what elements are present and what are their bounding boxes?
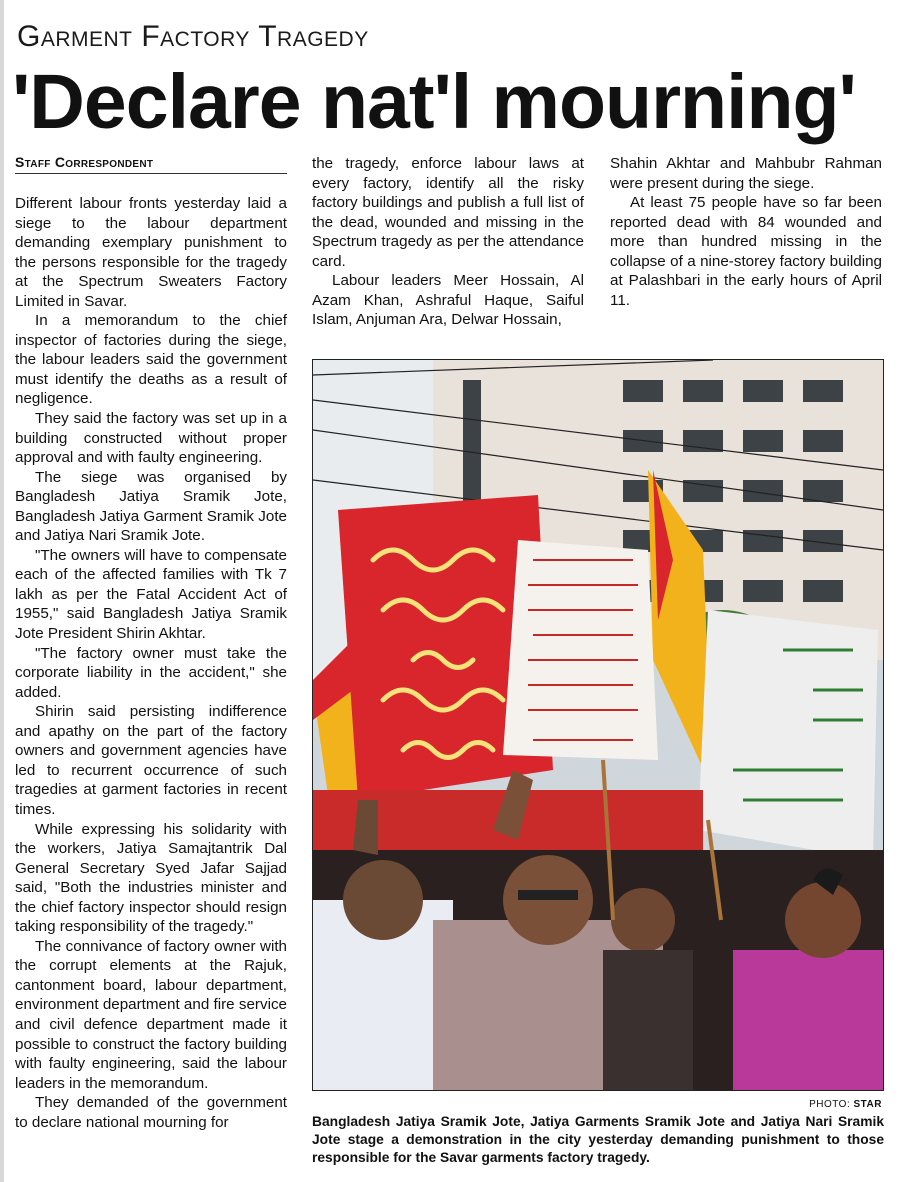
paragraph: While expressing his solidarity with the workers, Jatiya Samajtantrik Dal General Secretary Syed Jafar Sajjad said, "Both the industries minister and the chief factory inspector should resign taking responsibility of the tragedy." [15, 820, 287, 936]
paragraph: "The factory owner must take the corporate liability in the accident," she added. [15, 644, 287, 701]
paragraph: Shirin said persisting indifference and apathy on the part of the factory owners and government agencies have led to recurrent occurrence of such tragedies at garment factories in recent times. [15, 703, 287, 818]
headline: 'Declare nat'l mourning' [12, 59, 856, 145]
section-kicker: Garment Factory Tragedy [17, 20, 369, 53]
paragraph: Shahin Akhtar and Mahbubr Rahman were present during the siege. [610, 155, 882, 192]
paragraph: Different labour fronts yesterday laid a siege to the labour department demanding exemplary punishment to the persons responsible for the tragedy at the Spectrum Sweaters Factory Limited in Savar. [15, 195, 287, 310]
page-edge [0, 0, 4, 1182]
photo-caption: Bangladesh Jatiya Sramik Jote, Jatiya Garments Sramik Jote and Jatiya Nari Sramik Jote stage a demonstration in the city yesterday demanding punishment to those responsible for the Savar garments factory tragedy. [312, 1114, 884, 1165]
photo-credit-label: PHOTO: [809, 1099, 854, 1110]
article-column-1 [15, 194, 287, 1132]
paragraph: The siege was organised by Bangladesh Jatiya Sramik Jote, Bangladesh Jatiya Garment Sramik Jote and Jatiya Nari Sramik Jote. [15, 468, 287, 545]
paragraph: In a memorandum to the chief inspector of factories during the siege, the labour leaders said the government must identify the deaths as a result of negligence. [15, 312, 287, 408]
photo-credit [312, 1099, 882, 1110]
photo-credit-source: STAR [853, 1099, 882, 1110]
paragraph: The connivance of factory owner with the corrupt elements at the Rajuk, cantonment board, labour department, environment department and fire service and civil defence department made it possible to construct the factory building with faulty engineering, said the labour leaders in the memorandum. [15, 937, 287, 1092]
byline: Staff Correspondent [15, 154, 287, 174]
protest-photo-illustration [313, 360, 883, 1090]
article-column-2 [312, 154, 584, 330]
news-photo [312, 359, 884, 1091]
paragraph: At least 75 people have so far been reported dead with 84 wounded and more than hundred missing in the collapse of a nine-storey factory building at Palashbari in the early hours of April 11. [610, 194, 882, 309]
paragraph: "The owners will have to compensate each of the affected families with Tk 7 lakh as per the Fatal Accident Act of 1955," said Bangladesh Jatiya Sramik Jote President Shirin Akhtar. [15, 546, 287, 643]
paragraph: They said the factory was set up in a building constructed without proper approval and with faulty engineering. [15, 410, 287, 467]
paragraph: They demanded of the government to declare national mourning for [15, 1094, 287, 1131]
paragraph: the tragedy, enforce labour laws at every factory, identify all the risky factory buildings and publish a full list of the dead, wounded and missing in the Spectrum tragedy as per the attendance card. [312, 155, 584, 270]
paragraph: Labour leaders Meer Hossain, Al Azam Khan, Ashraful Haque, Saiful Islam, Anjuman Ara, Delwar Hossain, [312, 272, 584, 329]
article-column-3 [610, 154, 882, 310]
